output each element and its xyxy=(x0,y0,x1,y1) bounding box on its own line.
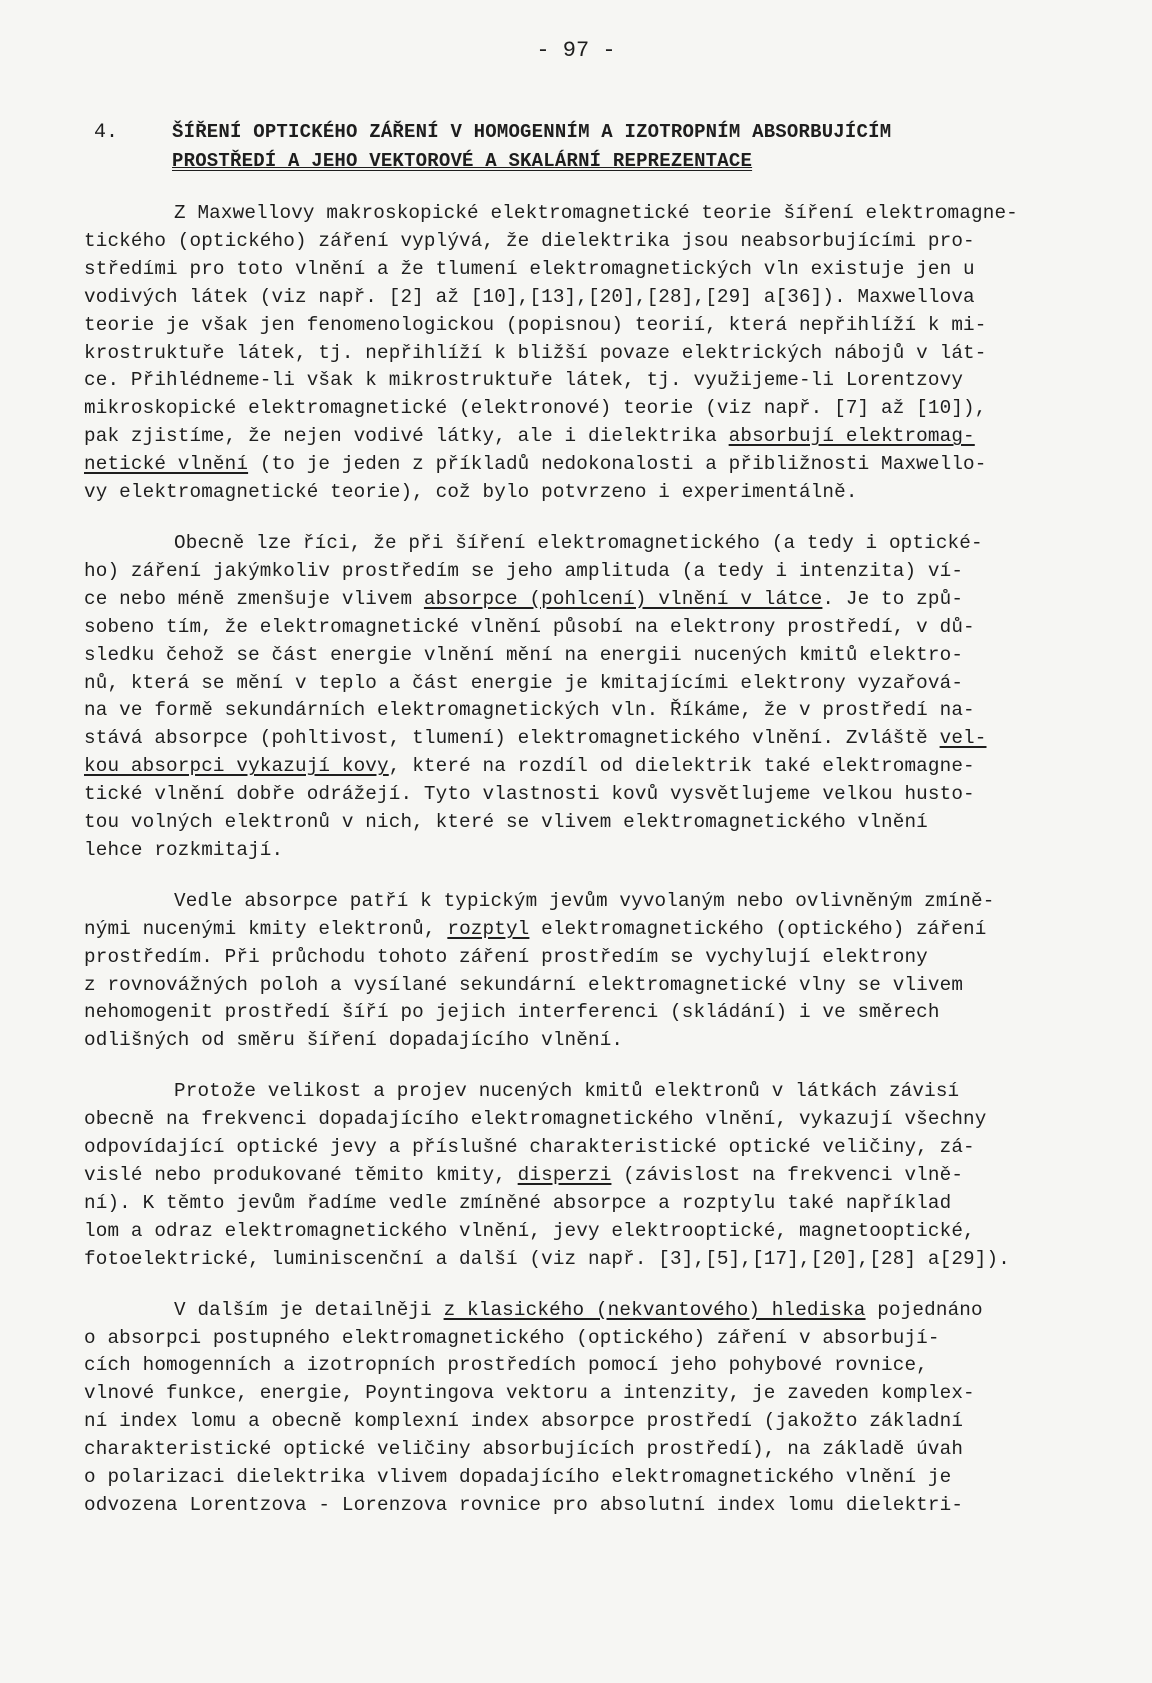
section-number: 4. xyxy=(94,121,119,144)
text-line: obecně na frekvenci dopadajícího elektromagnetického vlnění, vykazují všechny xyxy=(84,1108,987,1131)
section-title xyxy=(172,118,1094,176)
paragraph xyxy=(84,200,1070,507)
text-line: vy elektromagnetické teorie), což bylo potvrzeno i experimentálně. xyxy=(84,481,858,504)
section-heading xyxy=(94,118,1094,176)
paragraph xyxy=(84,1078,1070,1273)
text-line: odvozena Lorentzova - Lorenzova rovnice pro absolutní index lomu dielektri- xyxy=(84,1493,964,1516)
text-line: krostruktuře látek, tj. nepřihlíží k bližší povaze elektrických nábojů v lát- xyxy=(84,341,987,364)
text-line: Obecně lze říci, že při šíření elektromagnetického (a tedy i optické- xyxy=(174,531,983,554)
text-line: Z Maxwellovy makroskopické elektromagnetické teorie šíření elektromagne- xyxy=(174,202,1018,224)
text-line: vodivých látek (viz např. [2] až [10],[13],[20],[28],[29] a[36]). Maxwellova xyxy=(84,285,975,308)
text-line: ce. Přihlédneme-li však k mikrostruktuře látek, tj. využijeme-li Lorentzovy xyxy=(84,369,964,392)
text-line: pak zjistíme, že nejen vodivé látky, ale i dielektrika absorbují elektromag- xyxy=(84,425,975,448)
text-line: tou volných elektronů v nich, které se vlivem elektromagnetického vlnění xyxy=(84,811,928,834)
text-line: prostředím. Při průchodu tohoto záření prostředím se vychylují elektrony xyxy=(84,945,928,968)
underlined-term: z klasického (nekvantového) hlediska xyxy=(443,1298,866,1321)
section-title-line-2: PROSTŘEDÍ A JEHO VEKTOROVÉ A SKALÁRNÍ REPREZENTACE xyxy=(172,150,753,172)
text-line: cích homogenních a izotropních prostředích pomocí jeho pohybové rovnice, xyxy=(84,1354,928,1377)
text-line: stává absorpce (pohltivost, tlumení) elektromagnetického vlnění. Zvláště vel- xyxy=(84,727,987,750)
underlined-term: rozptyl xyxy=(447,917,530,940)
text-line: nehomogenit prostředí šíří po jejich interferenci (skládání) i ve směrech xyxy=(84,1001,940,1024)
text-line: ní). K těmto jevům řadíme vedle zmíněné absorpce a rozptylu také například xyxy=(84,1191,952,1214)
body-text xyxy=(84,200,1070,1543)
underlined-term: disperzi xyxy=(517,1164,612,1186)
text-line: nými nucenými kmity elektronů, rozptyl elektromagnetického (optického) záření xyxy=(84,917,987,940)
text-line: odpovídající optické jevy a příslušné charakteristické optické veličiny, zá- xyxy=(84,1136,975,1159)
text-line: charakteristické optické veličiny absorbujících prostředí), na základě úvah xyxy=(84,1438,964,1461)
text-line: netické vlnění (to je jeden z příkladů nedokonalosti a přibližnosti Maxwello- xyxy=(84,453,987,476)
underlined-term: absorbují elektromag- xyxy=(728,425,975,448)
text-line: tického (optického) záření vyplývá, že dielektrika jsou neabsorbujícími pro- xyxy=(84,229,975,252)
text-line: na ve formě sekundárních elektromagnetických vln. Říkáme, že v prostředí na- xyxy=(84,699,975,722)
text-line: ho) záření jakýmkoliv prostředím se jeho amplituda (a tedy i intenzita) ví- xyxy=(84,559,964,582)
underlined-term: kou absorpci vykazují kovy xyxy=(84,755,389,778)
paragraph xyxy=(84,530,1070,865)
text-line: sobeno tím, že elektromagnetické vlnění působí na elektrony prostředí, v dů- xyxy=(84,615,975,638)
text-line: z rovnovážných poloh a vysílané sekundární elektromagnetické vlny se vlivem xyxy=(84,973,964,996)
paragraph xyxy=(84,1297,1070,1520)
text-line: nů, která se mění v teplo a část energie je kmitajícími elektrony vyzařová- xyxy=(84,671,964,694)
text-line: fotoelektrické, luminiscenční a další (viz např. [3],[5],[17],[20],[28] a[29]). xyxy=(84,1247,1010,1270)
section-title-line-1: ŠÍŘENÍ OPTICKÉHO ZÁŘENÍ V HOMOGENNÍM A IZOTROPNÍM ABSORBUJÍCÍM xyxy=(172,121,892,143)
underlined-term: vel- xyxy=(939,727,987,750)
text-line: ce nebo méně zmenšuje vlivem absorpce (pohlcení) vlnění v látce. Je to způ- xyxy=(84,587,964,610)
text-line: tické vlnění dobře odrážejí. Tyto vlastnosti kovů vysvětlujeme velkou husto- xyxy=(84,783,975,806)
text-line: V dalším je detailněji z klasického (nekvantového) hlediska pojednáno xyxy=(174,1298,983,1321)
text-line: lom a odraz elektromagnetického vlnění, jevy elektrooptické, magnetooptické, xyxy=(84,1219,975,1242)
text-line: Vedle absorpce patří k typickým jevům vyvolaným nebo ovlivněným zmíně- xyxy=(174,889,995,912)
text-line: mikroskopické elektromagnetické (elektronové) teorie (viz např. [7] až [10]), xyxy=(84,397,987,420)
text-line: kou absorpci vykazují kovy, které na rozdíl od dielektrik také elektromagne- xyxy=(84,755,975,778)
text-line: sledku čehož se část energie vlnění mění na energii nucených kmitů elektro- xyxy=(84,643,964,666)
text-line: lehce rozkmitají. xyxy=(84,838,284,861)
text-line: o absorpci postupného elektromagnetického (optického) záření v absorbují- xyxy=(84,1326,940,1349)
paragraph xyxy=(84,888,1070,1055)
text-line: vlnové funkce, energie, Poyntingova vektoru a intenzity, je zaveden komplex- xyxy=(84,1382,975,1405)
underlined-term: netické vlnění xyxy=(84,453,249,476)
text-line: Protože velikost a projev nucených kmitů elektronů v látkách závisí xyxy=(174,1080,960,1103)
text-line: ní index lomu a obecně komplexní index absorpce prostředí (jakožto základní xyxy=(84,1410,964,1433)
text-line: středími pro toto vlnění a že tlumení elektromagnetických vln existuje jen u xyxy=(84,257,975,280)
underlined-term: absorpce (pohlcení) vlnění v látce xyxy=(423,587,823,610)
text-line: vislé nebo produkované těmito kmity, disperzi (závislost na frekvenci vlně- xyxy=(84,1164,964,1186)
text-line: teorie je však jen fenomenologickou (popisnou) teorií, která nepřihlíží k mi- xyxy=(84,313,987,336)
page-number: - 97 - xyxy=(536,38,616,63)
text-line: o polarizaci dielektrika vlivem dopadajícího elektromagnetického vlnění je xyxy=(84,1466,952,1489)
text-line: odlišných od směru šíření dopadajícího vlnění. xyxy=(84,1029,624,1052)
